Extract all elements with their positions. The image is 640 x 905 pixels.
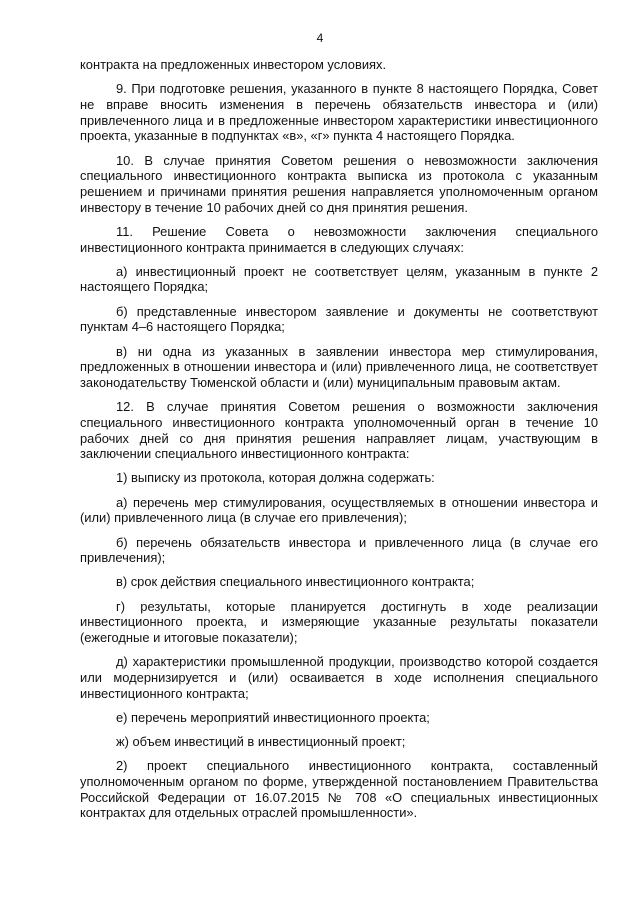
paragraph-item-10: 10. В случае принятия Советом решения о невозможности заключения специального инвестиционного контракта выписка из протокола с указанным решением и причинами принятия решения направляется уполномоченным органом инвестору в течение 10 рабочих дней со дня принятия решения. bbox=[80, 152, 598, 215]
paragraph-item-12-1-b: б) перечень обязательств инвестора и привлеченного лица (в случае его привлечения); bbox=[80, 534, 598, 566]
paragraph-item-12-1-v: в) срок действия специального инвестиционного контракта; bbox=[116, 574, 475, 590]
paragraph-item-11-v: в) ни одна из указанных в заявлении инвестора мер стимулирования, предложенных в отношении инвестора и (или) привлеченного лица, не соответствует законодательству Тюменской области и (или) муниципальным правовым актам. bbox=[80, 343, 598, 390]
paragraph-item-12-1-g: г) результаты, которые планируется достигнуть в ходе реализации инвестиционного проекта, и измеряющие указанные результаты показатели (ежегодные и итоговые показатели); bbox=[80, 598, 598, 646]
paragraph-item-12-1-a: а) перечень мер стимулирования, осуществляемых в отношении инвестора и (или) привлеченного лица (в случае его привлечения); bbox=[80, 494, 598, 526]
paragraph-item-12-1: 1) выписку из протокола, которая должна содержать: bbox=[116, 470, 435, 486]
paragraph-item-9: 9. При подготовке решения, указанного в пункте 8 настоящего Порядка, Совет не вправе вносить изменения в перечень обязательств инвестора и (или) привлеченного лица и в предложенные инвестором характеристики инвестиционного проекта, указанные в подпунктах «в», «г» пункта 4 настоящего Порядка. bbox=[80, 81, 598, 144]
paragraph-item-12-1-d: д) характеристики промышленной продукции, производство которой создается или модернизируется и (или) осваивается в ходе исполнения специального инвестиционного контракта; bbox=[80, 654, 598, 701]
paragraph-item-12-2: 2) проект специального инвестиционного контракта, составленный уполномоченным органом по форме, утвержденной постановлением Правительства Российской Федерации от 16.07.2015 № 708 «О специальных инвестиционных контрактах для отдельных отраслей промышленности». bbox=[80, 758, 598, 821]
paragraph-item-12: 12. В случае принятия Советом решения о возможности заключения специального инвестиционного контракта уполномоченный орган в течение 10 рабочих дней со дня принятия решения направляет лицам, участвующим в заключении специального инвестиционного контракта: bbox=[80, 399, 598, 462]
paragraph-item-11: 11. Решение Совета о невозможности заключения специального инвестиционного контракта принимается в следующих случаях: bbox=[80, 223, 598, 255]
paragraph-item-11-a: а) инвестиционный проект не соответствует целям, указанным в пункте 2 настоящего Порядка; bbox=[80, 263, 598, 295]
page-number: 4 bbox=[316, 31, 324, 45]
paragraph-item-12-1-e: е) перечень мероприятий инвестиционного проекта; bbox=[116, 709, 430, 725]
paragraph-item-12-1-zh: ж) объем инвестиций в инвестиционный проект; bbox=[116, 734, 406, 750]
paragraph-continuation: контракта на предложенных инвестором условиях. bbox=[80, 57, 387, 72]
document-body bbox=[80, 57, 598, 830]
paragraph-item-11-b: б) представленные инвестором заявление и документы не соответствуют пунктам 4–6 настоящего Порядка; bbox=[80, 303, 598, 335]
